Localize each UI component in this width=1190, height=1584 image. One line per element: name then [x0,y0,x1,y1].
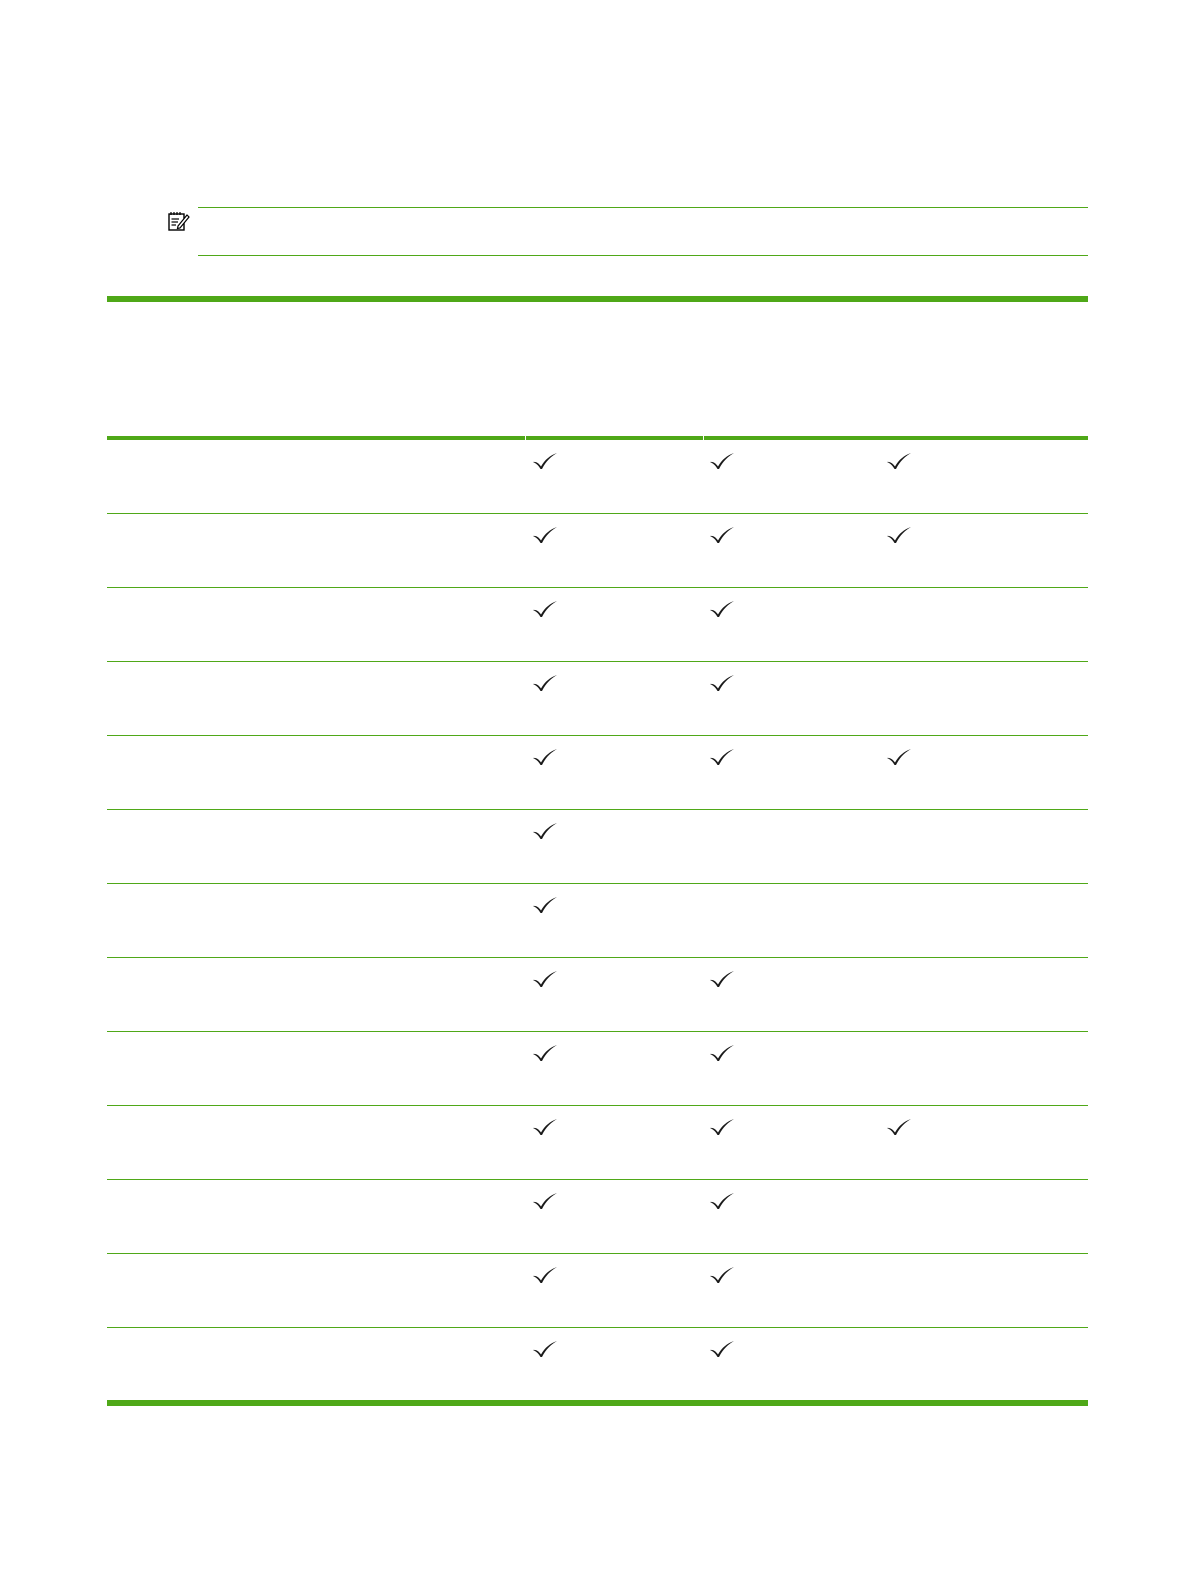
checkmark-icon [532,674,560,696]
table-row [107,1032,1088,1106]
table-row [107,662,1088,736]
feature-table [107,296,1088,1406]
checkmark-icon [709,748,737,770]
table-row [107,810,1088,884]
checkmark-icon [532,970,560,992]
checkmark-icon [532,1192,560,1214]
table-row [107,1254,1088,1328]
checkmark-icon [532,600,560,622]
checkmark-icon [532,1118,560,1140]
table-row [107,736,1088,810]
table-row [107,588,1088,662]
checkmark-icon [709,1044,737,1066]
checkmark-icon [532,896,560,918]
checkmark-icon [709,600,737,622]
checkmark-icon [532,1044,560,1066]
checkmark-icon [532,526,560,548]
checkmark-icon [532,1340,560,1362]
note-icon [166,209,190,233]
table-row [107,958,1088,1032]
note-top-rule [198,207,1088,208]
checkmark-icon [532,822,560,844]
checkmark-icon [532,452,560,474]
checkmark-icon [709,970,737,992]
table-row [107,514,1088,588]
checkmark-icon [709,674,737,696]
table-body [107,440,1088,1400]
table-header [107,302,1088,436]
checkmark-icon [709,526,737,548]
checkmark-icon [709,1192,737,1214]
checkmark-icon [532,748,560,770]
checkmark-icon [709,1118,737,1140]
table-row [107,1180,1088,1254]
note-block [166,207,1088,257]
checkmark-icon [886,452,914,474]
table-row [107,1328,1088,1400]
checkmark-icon [709,1266,737,1288]
table-row [107,884,1088,958]
checkmark-icon [709,1340,737,1362]
table-row [107,1106,1088,1180]
checkmark-icon [886,1118,914,1140]
checkmark-icon [886,526,914,548]
checkmark-icon [886,748,914,770]
table-row [107,440,1088,514]
checkmark-icon [532,1266,560,1288]
note-bottom-rule [198,255,1088,256]
checkmark-icon [709,452,737,474]
table-bottom-rule [107,1400,1088,1406]
